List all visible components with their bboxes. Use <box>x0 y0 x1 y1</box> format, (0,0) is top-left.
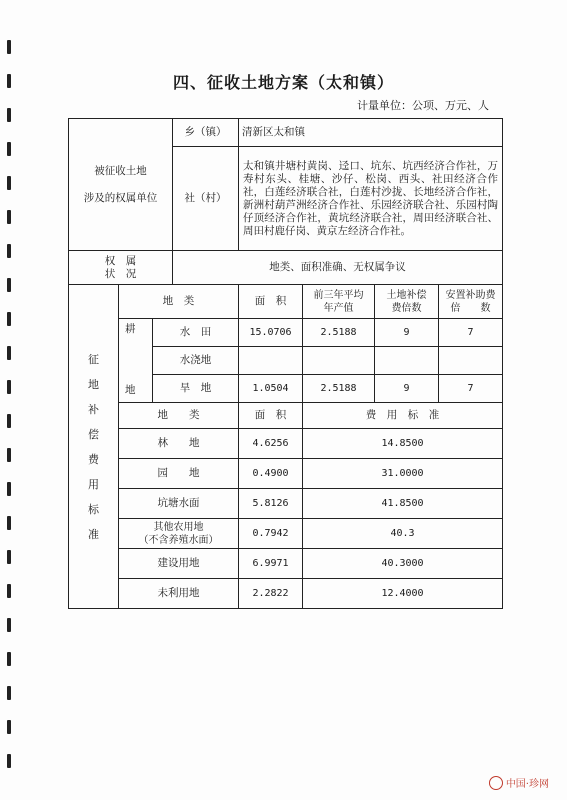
farmland-area-header: 面 积 <box>239 285 303 319</box>
town-value: 清新区太和镇 <box>239 119 503 147</box>
compensation-multiple-header: 土地补偿 费倍数 <box>375 285 439 319</box>
farmland-area: 1.0504 <box>239 375 303 403</box>
watermark: 中国·珍网 <box>489 775 549 790</box>
town-label: 乡（镇） <box>173 119 239 147</box>
table-row <box>69 429 503 459</box>
other-land-area: 6.9971 <box>239 549 303 579</box>
other-type-header: 地 类 <box>119 403 239 429</box>
rights-unit-label: 被征收土地 涉及的权属单位 <box>69 119 173 251</box>
table-row <box>69 459 503 489</box>
farmland-type-header: 地 类 <box>119 285 239 319</box>
farmland-resettle: 7 <box>439 319 503 347</box>
other-land-name: 林 地 <box>119 429 239 459</box>
farmland-group-label: 耕 地 <box>119 319 153 403</box>
farmland-resettle: 7 <box>439 375 503 403</box>
farmland-area <box>239 347 303 375</box>
other-land-area: 2.2822 <box>239 579 303 609</box>
table-row <box>69 489 503 519</box>
farmland-mult: 9 <box>375 375 439 403</box>
other-land-standard: 40.3 <box>303 519 503 549</box>
other-land-standard: 14.8500 <box>303 429 503 459</box>
farmland-name: 水浇地 <box>153 347 239 375</box>
table-row <box>69 519 503 549</box>
other-land-name: 建设用地 <box>119 549 239 579</box>
table-row <box>69 579 503 609</box>
land-acquisition-table <box>68 118 503 609</box>
other-land-standard: 31.0000 <box>303 459 503 489</box>
other-area-header: 面 积 <box>239 403 303 429</box>
farmland-name: 水 田 <box>153 319 239 347</box>
farmland-area: 15.0706 <box>239 319 303 347</box>
resettlement-multiple-header: 安置补助费 倍 数 <box>439 285 503 319</box>
compensation-side-label: 征 地 补 偿 费 用 标 准 <box>69 285 119 609</box>
village-value: 太和镇井塘村黄岗、迳口、坑东、坑西经济合作社，万寿村东头、桂塘、沙仔、松岗、西头、社田经济合作社，白莲经济联合社，白莲村沙拢、长地经济合作社，新洲村葫芦洲经济合作社、乐园经济联合社、乐园村陶仔顶经济合作社，黄坑经济联合社，周田经济联合社、周田村鹿仔岗、黄京左经济合作社。 <box>239 147 503 251</box>
table-row <box>69 319 503 347</box>
farmland-mult: 9 <box>375 319 439 347</box>
other-land-name: 其他农用地 （不含养殖水面） <box>119 519 239 549</box>
page-title: 四、征收土地方案（太和镇） <box>172 73 394 92</box>
village-label: 社（村） <box>173 147 239 251</box>
farmland-mult <box>375 347 439 375</box>
other-land-area: 0.4900 <box>239 459 303 489</box>
other-land-area: 0.7942 <box>239 519 303 549</box>
ownership-label: 权 属 状 况 <box>69 251 173 285</box>
other-land-standard: 12.4000 <box>303 579 503 609</box>
avg-output-header: 前三年平均 年产值 <box>303 285 375 319</box>
standard-header: 费 用 标 准 <box>303 403 503 429</box>
farmland-avg: 2.5188 <box>303 375 375 403</box>
farmland-name: 旱 地 <box>153 375 239 403</box>
other-land-area: 5.8126 <box>239 489 303 519</box>
other-land-standard: 40.3000 <box>303 549 503 579</box>
emblem-icon <box>489 776 503 790</box>
unit-note: 计量单位：公项、万元、人 <box>357 99 489 112</box>
other-land-area: 4.6256 <box>239 429 303 459</box>
binding-holes <box>4 40 18 780</box>
other-land-name: 未利用地 <box>119 579 239 609</box>
farmland-avg <box>303 347 375 375</box>
table-row <box>69 549 503 579</box>
other-land-name: 坑塘水面 <box>119 489 239 519</box>
other-land-standard: 41.8500 <box>303 489 503 519</box>
other-land-name: 园 地 <box>119 459 239 489</box>
farmland-resettle <box>439 347 503 375</box>
ownership-value: 地类、面积准确、无权属争议 <box>173 251 503 285</box>
farmland-avg: 2.5188 <box>303 319 375 347</box>
